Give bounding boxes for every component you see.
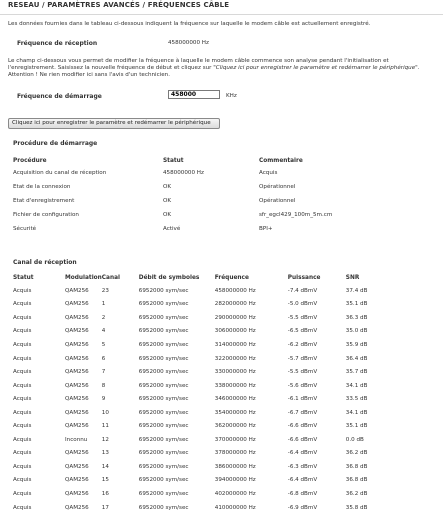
channel-cell: QAM256: [65, 341, 89, 348]
channel-cell: QAM256: [65, 490, 89, 497]
channel-cell: 35.0 dB: [345, 328, 368, 335]
channel-column-header: Fréquence: [214, 275, 249, 281]
start-frequency-unit: KHz: [226, 93, 237, 99]
channel-cell: 6952000 sym/sec: [138, 382, 189, 389]
channel-cell: 322000000 Hz: [214, 355, 256, 362]
procedure-cell: sfr_egcl429_100m_5m.cm: [259, 212, 333, 218]
channel-cell: 15: [101, 477, 109, 484]
channel-cell: -6.4 dBmV: [287, 450, 318, 457]
channel-cell: 17: [101, 504, 109, 511]
procedure-cell: 458000000 Hz: [163, 170, 204, 176]
channel-cell: -6.3 dBmV: [287, 463, 318, 470]
channel-row: [13, 379, 406, 393]
channel-cell: -6.4 dBmV: [287, 477, 318, 484]
procedure-cell: Sécurité: [13, 226, 37, 232]
channel-cell: Inconnu: [65, 436, 88, 443]
procedure-cell: Acquis: [259, 170, 278, 176]
channel-cell: 410000000 Hz: [214, 504, 256, 511]
channel-cell: -6.5 dBmV: [287, 328, 318, 335]
procedure-row: [13, 166, 409, 180]
channel-cell: QAM256: [65, 314, 89, 321]
startup-procedure-table: [13, 155, 409, 236]
channel-cell: 35.7 dB: [345, 369, 368, 376]
channel-cell: Acquis: [13, 423, 32, 430]
channel-cell: 370000000 Hz: [214, 436, 256, 443]
channel-cell: Acquis: [13, 287, 32, 294]
channel-row: [13, 298, 406, 312]
procedure-header-row: [13, 155, 409, 166]
channel-cell: 362000000 Hz: [214, 423, 256, 430]
channel-cell: 458000000 Hz: [214, 287, 256, 294]
note-warning: Attention ! Ne rien modifier ici sans l'avis d'un technicien.: [8, 72, 170, 78]
channel-column-header: Canal: [101, 275, 120, 281]
channel-cell: 36.8 dB: [345, 477, 368, 484]
procedure-cell: Opérationnel: [259, 184, 296, 190]
channel-cell: QAM256: [65, 355, 89, 362]
channel-cell: -6.6 dBmV: [287, 423, 318, 430]
channel-row: [13, 460, 406, 474]
channel-row: [13, 365, 406, 379]
channel-cell: 290000000 Hz: [214, 314, 256, 321]
channel-cell: 6952000 sym/sec: [138, 490, 189, 497]
procedure-cell: Etat de la connexion: [13, 184, 71, 190]
channel-row: [13, 311, 406, 325]
channel-cell: 6952000 sym/sec: [138, 504, 189, 511]
channel-cell: 394000000 Hz: [214, 477, 256, 484]
procedure-column-header: Commentaire: [259, 157, 303, 164]
procedure-cell: Acquisition du canal de réception: [13, 170, 107, 176]
channel-cell: 0.0 dB: [345, 436, 364, 443]
channel-cell: 1: [101, 301, 106, 308]
channel-row: [13, 352, 406, 366]
channel-row: [13, 433, 406, 447]
channel-cell: -5.5 dBmV: [287, 369, 318, 376]
channel-cell: QAM256: [65, 450, 89, 457]
channel-cell: -5.0 dBmV: [287, 301, 318, 308]
start-frequency-label: Fréquence de démarrage: [17, 93, 102, 100]
procedure-row: [13, 180, 409, 194]
channel-row: [13, 447, 406, 461]
note-line-2: [8, 65, 440, 72]
channel-cell: 6952000 sym/sec: [138, 423, 189, 430]
channel-cell: 10: [101, 409, 109, 416]
channel-row: [13, 501, 406, 515]
channel-header-row: [13, 272, 406, 284]
channel-cell: 37.4 dB: [345, 287, 368, 294]
channel-cell: QAM256: [65, 328, 89, 335]
channel-cell: 14: [101, 463, 109, 470]
channel-cell: 13: [101, 450, 109, 457]
procedure-cell: OK: [163, 184, 172, 190]
channel-cell: 6952000 sym/sec: [138, 463, 189, 470]
procedure-cell: BPI+: [259, 226, 273, 232]
channel-cell: 6952000 sym/sec: [138, 450, 189, 457]
channel-row: [13, 338, 406, 352]
procedure-row: [13, 208, 409, 222]
channel-cell: Acquis: [13, 450, 32, 457]
channel-cell: 35.9 dB: [345, 341, 368, 348]
channel-cell: 330000000 Hz: [214, 369, 256, 376]
channel-row: [13, 284, 406, 298]
procedure-cell: OK: [163, 198, 172, 204]
procedure-cell: Opérationnel: [259, 198, 296, 204]
channel-cell: 35.1 dB: [345, 423, 368, 430]
channel-cell: Acquis: [13, 504, 32, 511]
channel-cell: 33.5 dB: [345, 396, 368, 403]
channel-cell: Acquis: [13, 463, 32, 470]
channel-cell: 34.1 dB: [345, 409, 368, 416]
channel-cell: QAM256: [65, 287, 89, 294]
procedure-cell: Fichier de configuration: [13, 212, 79, 218]
channel-cell: 354000000 Hz: [214, 409, 256, 416]
note-line-2-start: l'enregistrement. Saisissez la nouvelle fréquence de début et cliquez sur: [8, 65, 214, 71]
channel-cell: 6952000 sym/sec: [138, 314, 189, 321]
channel-cell: QAM256: [65, 504, 89, 511]
note-line-2-quote: "Cliquez ici pour enregistrer le paramètre et redémarrer le périphérique": [213, 65, 418, 71]
channel-cell: 314000000 Hz: [214, 341, 256, 348]
channel-column-header: Modulation: [65, 275, 102, 281]
channel-cell: Acquis: [13, 490, 32, 497]
note-line-2-end: .: [417, 65, 420, 71]
channel-cell: -7.4 dBmV: [287, 287, 318, 294]
channel-row: [13, 406, 406, 420]
channel-cell: -6.9 dBmV: [287, 504, 318, 511]
channel-cell: QAM256: [65, 463, 89, 470]
channel-cell: Acquis: [13, 409, 32, 416]
channel-cell: 11: [101, 423, 109, 430]
frequency-note: [8, 58, 440, 79]
channel-cell: 6952000 sym/sec: [138, 477, 189, 484]
channel-cell: QAM256: [65, 369, 89, 376]
channel-cell: 16: [101, 490, 109, 497]
channel-column-header: Débit de symboles: [138, 275, 200, 281]
channel-cell: Acquis: [13, 477, 32, 484]
channel-cell: QAM256: [65, 409, 89, 416]
channel-cell: -5.6 dBmV: [287, 382, 318, 389]
channel-cell: 6952000 sym/sec: [138, 436, 189, 443]
channel-cell: 6952000 sym/sec: [138, 409, 189, 416]
channel-cell: Acquis: [13, 328, 32, 335]
channel-cell: 5: [101, 341, 106, 348]
procedure-cell: OK: [163, 212, 172, 218]
channel-cell: -5.5 dBmV: [287, 314, 318, 321]
channel-cell: 338000000 Hz: [214, 382, 256, 389]
startup-procedure-title: Procédure de démarrage: [13, 140, 98, 147]
channel-cell: 282000000 Hz: [214, 301, 256, 308]
channel-column-header: SNR: [345, 275, 360, 281]
channel-cell: -5.7 dBmV: [287, 355, 318, 362]
channel-cell: Acquis: [13, 341, 32, 348]
channel-row: [13, 487, 406, 501]
channel-row: [13, 474, 406, 488]
channel-cell: 346000000 Hz: [214, 396, 256, 403]
channel-cell: 34.1 dB: [345, 382, 368, 389]
procedure-column-header: Procédure: [13, 157, 47, 164]
channel-row: [13, 325, 406, 339]
channel-cell: 6952000 sym/sec: [138, 341, 189, 348]
procedure-row: [13, 222, 409, 236]
channel-cell: 12: [101, 436, 109, 443]
channel-cell: 6952000 sym/sec: [138, 369, 189, 376]
channel-cell: 6952000 sym/sec: [138, 301, 189, 308]
channel-row: [13, 392, 406, 406]
channel-cell: 6952000 sym/sec: [138, 328, 189, 335]
channel-cell: 35.8 dB: [345, 504, 368, 511]
channel-cell: 36.2 dB: [345, 490, 368, 497]
channel-row: [13, 419, 406, 433]
channel-cell: -6.6 dBmV: [287, 436, 318, 443]
channel-cell: Acquis: [13, 436, 32, 443]
channel-cell: Acquis: [13, 301, 32, 308]
channel-cell: QAM256: [65, 477, 89, 484]
channel-cell: 23: [101, 287, 109, 294]
procedure-cell: Etat d'enregistrement: [13, 198, 75, 204]
channel-cell: 6: [101, 355, 106, 362]
save-restart-button[interactable]: Cliquez ici pour enregistrer le paramètre et redémarrer le périphérique: [8, 118, 220, 129]
intro-text: Les données fournies dans le tableau ci-dessous indiquent la fréquence sur laquelle le modem câble est actuellement enregistré.: [8, 21, 371, 27]
channel-cell: 4: [101, 328, 106, 335]
channel-cell: 306000000 Hz: [214, 328, 256, 335]
channel-cell: QAM256: [65, 382, 89, 389]
channel-cell: Acquis: [13, 396, 32, 403]
channel-cell: 378000000 Hz: [214, 450, 256, 457]
channel-cell: 6952000 sym/sec: [138, 355, 189, 362]
reception-channel-table: [13, 272, 406, 514]
page-title: RESEAU / PARAMÈTRES AVANCÉS / FRÉQUENCES CÂBLE: [8, 1, 230, 9]
channel-column-header: Puissance: [287, 275, 321, 281]
procedure-column-header: Statut: [163, 157, 184, 164]
channel-cell: -6.7 dBmV: [287, 409, 318, 416]
title-divider: [0, 14, 443, 15]
channel-cell: Acquis: [13, 314, 32, 321]
reception-frequency-label: Fréquence de réception: [17, 40, 98, 47]
channel-cell: 36.3 dB: [345, 314, 368, 321]
channel-cell: 35.1 dB: [345, 301, 368, 308]
start-frequency-input[interactable]: [168, 90, 220, 99]
channel-cell: 386000000 Hz: [214, 463, 256, 470]
procedure-cell: Activé: [163, 226, 181, 232]
channel-cell: 9: [101, 396, 106, 403]
channel-cell: 36.8 dB: [345, 463, 368, 470]
channel-cell: Acquis: [13, 355, 32, 362]
channel-cell: Acquis: [13, 369, 32, 376]
channel-cell: QAM256: [65, 423, 89, 430]
channel-cell: 36.2 dB: [345, 450, 368, 457]
procedure-row: [13, 194, 409, 208]
channel-cell: Acquis: [13, 382, 32, 389]
channel-cell: 8: [101, 382, 106, 389]
channel-cell: -6.2 dBmV: [287, 341, 318, 348]
channel-cell: -6.1 dBmV: [287, 396, 318, 403]
channel-cell: 7: [101, 369, 106, 376]
channel-cell: 6952000 sym/sec: [138, 287, 189, 294]
channel-cell: 2: [101, 314, 106, 321]
channel-column-header: Statut: [13, 275, 34, 281]
channel-cell: -6.8 dBmV: [287, 490, 318, 497]
channel-cell: 36.4 dB: [345, 355, 368, 362]
reception-channel-title: Canal de réception: [13, 259, 77, 266]
channel-cell: QAM256: [65, 301, 89, 308]
channel-cell: 6952000 sym/sec: [138, 396, 189, 403]
reception-frequency-value: 458000000 Hz: [168, 40, 209, 46]
channel-cell: 402000000 Hz: [214, 490, 256, 497]
note-line-1: Le champ ci-dessous vous permet de modifier la fréquence à laquelle le modem câble commence son analyse pendant l'initialisation et: [8, 58, 389, 64]
channel-cell: QAM256: [65, 396, 89, 403]
